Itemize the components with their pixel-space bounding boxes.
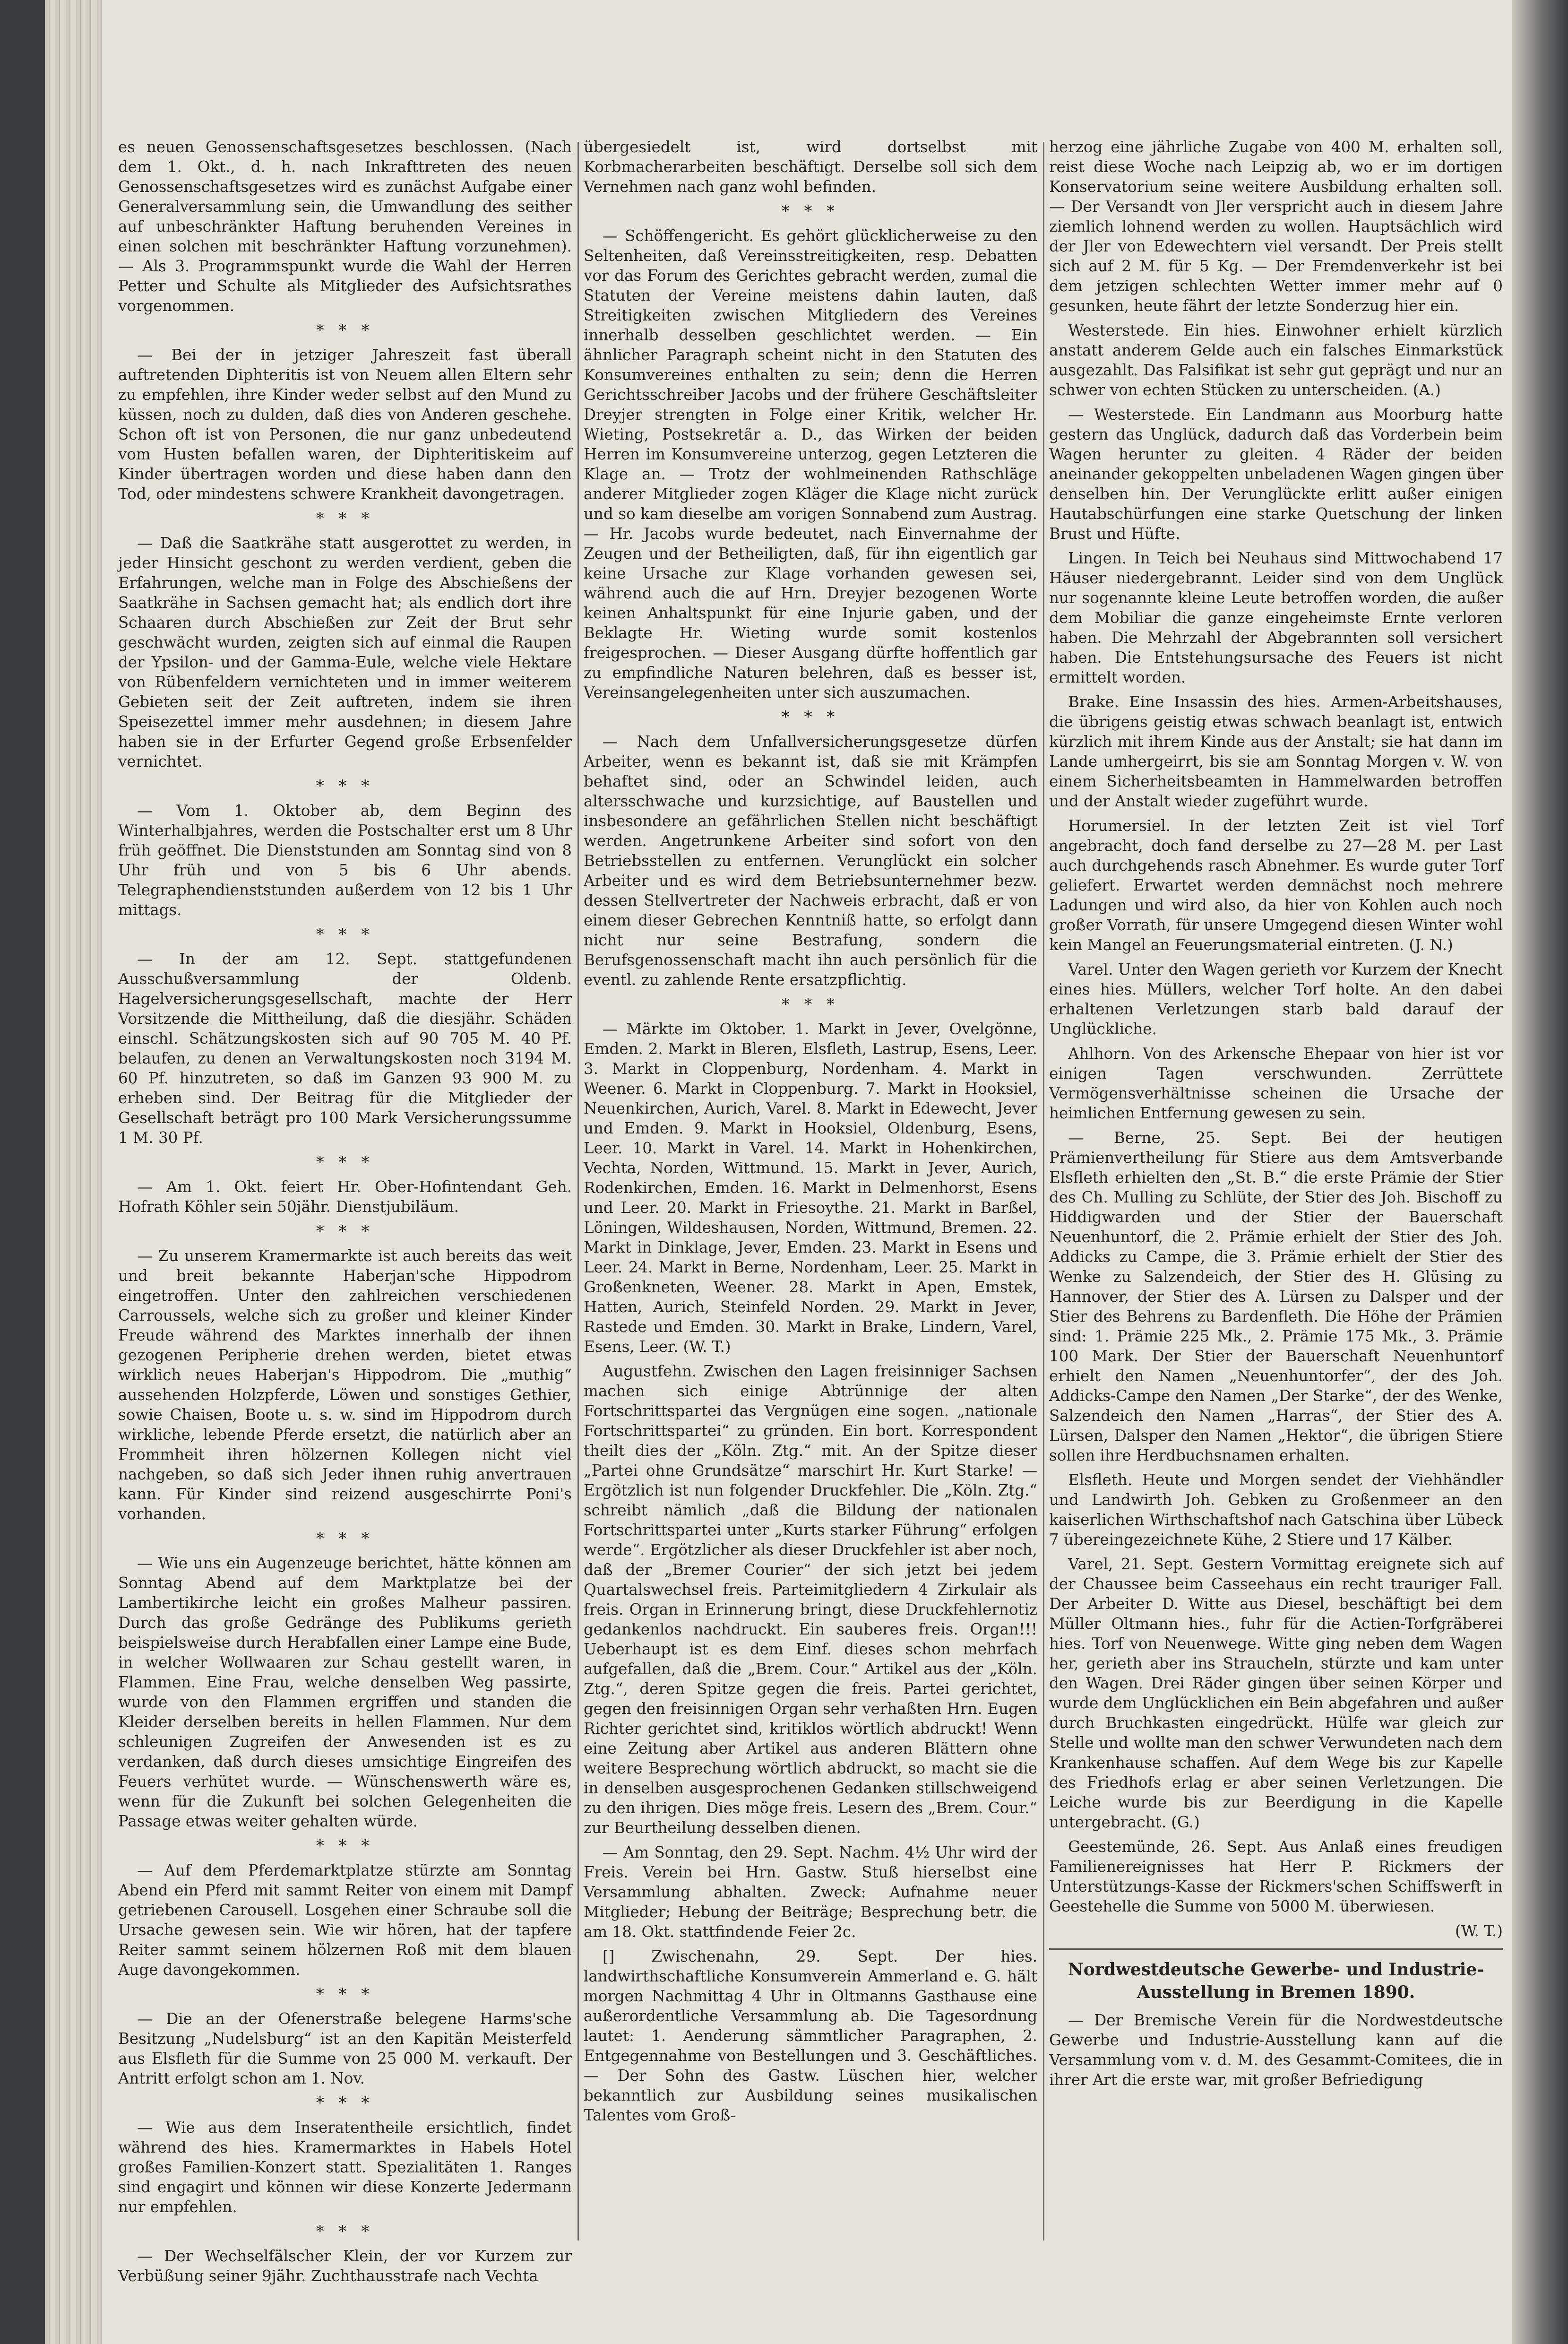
article-paragraph: Varel. Unter den Wagen gerieth vor Kurzem der Knecht eines hies. Müllers, welcher Torf holte. An den dabei erhaltenen Verletzungen starb bald darauf der Unglückliche.: [1049, 960, 1503, 1038]
article-paragraph: — Wie aus dem Inseratentheile ersichtlich, findet während des hies. Kramermarktes in Habels Hotel großes Familien-Konzert statt. Spezialitäten 1. Ranges sind engagirt und können wir diese Konzerte Jedermann nur empfehlen.: [118, 2119, 572, 2216]
column-rule-1: [577, 142, 579, 2240]
article-paragraph: Lingen. In Teich bei Neuhaus sind Mittwochabend 17 Häuser niedergebrannt. Leider sind von dem Unglück nur sogenannte kleine Leute betroffen worden, die außer dem Mobiliar die ganze eingeheimste Ernte verloren haben. Die Mehrzahl der Abgebrannten soll versichert haben. Die Entstehungsursache des Feuers ist nicht ermittelt worden.: [1049, 549, 1503, 686]
section-divider: [1049, 1948, 1503, 1950]
article-paragraph: — Die an der Ofenerstraße belegene Harms'sche Besitzung „Nudelsburg“ ist an den Kapitän Meisterfeld aus Elsfleth für die Summe von 25 000 M. verkauft. Der Antritt erfolgt schon am 1. Nov.: [118, 2010, 572, 2087]
asterism-separator: * * *: [781, 202, 840, 221]
article-source-signature: (W. T.): [1455, 1922, 1503, 1940]
column-1: [118, 137, 572, 2285]
article-paragraph: — Der Wechselfälscher Klein, der vor Kurzem zur Verbüßung seiner 9jähr. Zuchthausstrafe nach Vechta: [118, 2247, 572, 2285]
article-paragraph: Brake. Eine Insassin des hies. Armen-Arbeitshauses, die übrigens geistig etwas schwach beanlagt ist, entwich kürzlich mit ihrem Kinde aus der Anstalt; sie hat dann im Lande umhergeirrt, bis sie am Sonntag Morgen v. W. von einem Sicherheitsbeamten in Hammelwarden betroffen und der Anstalt wieder zugeführt wurde.: [1049, 693, 1503, 810]
article-paragraph: Horumersiel. In der letzten Zeit ist viel Torf angebracht, doch fand derselbe zu 27—28 M. per Last auch durchgehends rasch Abnehmer. Es wurde guter Torf geliefert. Erwartet werden demnächst noch mehrere Ladungen und wird also, da hier von Kohlen auch noch großer Vorrath, für unsere Umgegend diesen Winter wohl kein Mangel an Feuerungsmaterial eintreten. (J. N.): [1049, 817, 1503, 954]
article-paragraph: — Schöffengericht. Es gehört glücklicherweise zu den Seltenheiten, daß Vereinsstreitigkeiten, resp. Debatten vor das Forum des Gerichtes gebracht werden, zumal die Statuten der Vereine meistens dahin lauten, daß Streitigkeiten zwischen Mitgliedern des Vereines innerhalb desselben geschlichtet werden. — Ein ähnlicher Paragraph scheint nicht in den Statuten des Konsumvereines enthalten zu sein; denn die Herren Gerichtsschreiber Jacobs und der frühere Geschäftsleiter Dreyjer strengten in Folge einer Kritik, welcher Hr. Wieting, Postsekretär a. D., das Wirken der beiden Herren im Konsumvereine unterzog, gegen Letzteren die Klage an. — Trotz der wohlmeinenden Rathschläge anderer Mitglieder zogen Kläger die Klage nicht zurück und so kam dieselbe am vorigen Sonnabend zum Austrag. — Hr. Jacobs wurde bedeutet, nach Einvernahme der Zeugen und der Betheiligten, daß, für ihn eigentlich gar keine Ursache zur Klage vorhanden gewesen sei, während auch die auf Hrn. Dreyjer bezogenen Worte keinen Anhaltspunkt für eine Injurie gaben, und der Beklagte Hr. Wieting wurde somit kostenlos freigesprochen. — Dieser Ausgang dürfte hoffentlich gar zu empfindliche Naturen belehren, daß es besser ist, Vereinsangelegenheiten unter sich auszumachen.: [584, 227, 1037, 701]
asterism-separator: * * *: [316, 1836, 374, 1855]
column-rule-2: [1043, 142, 1044, 2240]
asterism-separator: * * *: [316, 1985, 374, 2004]
article-paragraph: Westerstede. Ein hies. Einwohner erhielt kürzlich anstatt anderem Gelde auch ein falsches Einmarkstück ausgezahlt. Das Falsifikat ist sehr gut geprägt und nur an schwer von echten Stücken zu unterscheiden. (A.): [1049, 321, 1503, 399]
section-headline: Nordwestdeutsche Gewerbe- und Industrie-Ausstellung in Bremen 1890.: [1068, 1960, 1484, 2002]
article-paragraph: Elsfleth. Heute und Morgen sendet der Viehhändler und Landwirth Joh. Gebken zu Großenmeer an den kaiserlichen Wirthschaftshof nach Gatschina über Lübeck 7 übereingezeichnete Kühe, 2 Stiere und 17 Kälber.: [1049, 1471, 1503, 1548]
asterism-separator: * * *: [781, 995, 840, 1014]
article-paragraph: Augustfehn. Zwischen den Lagen freisinniger Sachsen machen sich einige Abtrünnige der alten Fortschrittspartei das Vergnügen eine sogen. „nationale Fortschrittspartei“ zu gründen. Ein bort. Korrespondent theilt dies der „Köln. Ztg.“ mit. An der Spitze dieser „Partei ohne Grundsätze“ marschirt Hr. Kurt Starke! — Ergötzlich ist nun folgender Druckfehler. Die „Köln. Ztg.“ schreibt nämlich „daß die Bildung der nationalen Fortschrittspartei unter „Kurts starker Führung“ erfolgen werde“. Ergötzlicher als dieser Druckfehler ist aber noch, daß der „Bremer Courier“ der sich jetzt bei jedem Quartalswechsel freis. Parteimitgliedern 4 Zirkulair als freis. Organ in Erinnerung bringt, diese Druckfehlernotiz gedankenlos nachdruckt. Ein sauberes freis. Organ!!! Ueberhaupt ist es dem Einf. dieses schon mehrfach aufgefallen, daß die „Brem. Cour.“ Artikel aus der „Köln. Ztg.“, deren Spitze gegen die freis. Partei gerichtet, gegen den freisinnigen Organ sehr verhaßten Hrn. Eugen Richter gerichtet sind, kritiklos wörtlich abdruckt! Wenn eine Zeitung aber Artikel aus anderen Blättern ohne weitere Besprechung wörtlich abdruckt, so macht sie die in denselben ausgesprochenen Gedanken stillschweigend zu den ihrigen. Dies möge freis. Lesern des „Brem. Cour.“ zur Beurtheilung desselben dienen.: [584, 1362, 1037, 1837]
article-paragraph: — Nach dem Unfallversicherungsgesetze dürfen Arbeiter, wenn es bekannt ist, daß sie mit Krämpfen behaftet sind, oder an Schwindel leiden, auch altersschwache und kurzsichtige, auf Baustellen und insbesondere an gefährlichen Stellen nicht beschäftigt werden. Angetrunkene Arbeiter sind sofort von den Betriebsstellen zu entfernen. Verunglückt ein solcher Arbeiter und es wird dem Betriebsunternehmer bezw. dessen Stellvertreter der Nachweis erbracht, daß er von einem dieser Gebrechen Kenntniß hatte, so erfolgt dann nicht nur seine Bestrafung, sondern die Berufsgenossenschaft macht ihn auch persönlich für die eventl. zu zahlende Rente ersatzpflichtig.: [584, 733, 1037, 989]
article-paragraph: — Märkte im Oktober. 1. Markt in Jever, Ovelgönne, Emden. 2. Markt in Bleren, Elsfleth, Lastrup, Esens, Leer. 3. Markt in Cloppenburg, Nordenham. 4. Markt in Weener. 6. Markt in Cloppenburg. 7. Markt in Hooksiel, Neuenkirchen, Aurich, Varel. 8. Markt in Edewecht, Jever und Emden. 9. Markt in Hooksiel, Oldenburg, Esens, Leer. 10. Markt in Varel. 14. Markt in Hohenkirchen, Vechta, Norden, Wittmund. 15. Markt in Jever, Aurich, Rodenkirchen, Emden. 16. Markt in Delmenhorst, Esens und Leer. 20. Markt in Friesoythe. 21. Markt in Barßel, Löningen, Wildeshausen, Norden, Wittmund, Bremen. 22. Markt in Dinklage, Jever, Emden. 23. Markt in Esens und Leer. 24. Markt in Berne, Nordenham, Leer. 25. Markt in Großenkneten, Weener. 28. Markt in Apen, Emstek, Hatten, Aurich, Steinfeld Norden. 29. Markt in Jever, Rastede und Emden. 30. Markt in Brake, Lindern, Varel, Esens, Leer. (W. T.): [584, 1020, 1037, 1356]
article-paragraph: — Auf dem Pferdemarktplatze stürzte am Sonntag Abend ein Pferd mit sammt Reiter von einem mit Dampf getriebenen Carousell. Losgehen einer Schraube soll die Ursache gewesen sein. Wie wir hören, hat der tapfere Reiter sammt seinem hölzernen Roß mit dem blauen Auge davongekommen.: [118, 1861, 572, 1979]
article-paragraph: übergesiedelt ist, wird dortselbst mit Korbmacherarbeiten beschäftigt. Derselbe soll sich dem Vernehmen nach ganz wohl befinden.: [584, 138, 1037, 196]
newspaper-columns: [118, 137, 1503, 2311]
article-paragraph: — Am Sonntag, den 29. Sept. Nachm. 4½ Uhr wird der Freis. Verein bei Hrn. Gastw. Stuß hierselbst eine Versammlung abhalten. Zweck: Aufnahme neuer Mitglieder; Hebung der Beiträge; Besprechung betr. die am 18. Okt. stattfindende Feier 2c.: [584, 1843, 1037, 1941]
article-paragraph: — Wie uns ein Augenzeuge berichtet, hätte können am Sonntag Abend auf dem Marktplatze bei der Lambertikirche leicht ein großes Malheur passiren. Durch das große Gedränge des Publikums gerieth beispielsweise durch Herabfallen einer Lampe eine Bude, in welcher Wollwaaren zur Schau gestellt waren, in Flammen. Eine Frau, welche denselben Weg passirte, wurde von den Flammen ergriffen und standen die Kleider derselben bereits in hellen Flammen. Nur dem schleunigen Zugreifen der Anwesenden ist es zu verdanken, daß durch dieses umsichtige Eingreifen des Feuers verhütet wurde. — Wünschenswerth wäre es, wenn für die Zukunft bei solchen Gelegenheiten die Passage etwas weiter gehalten würde.: [118, 1554, 572, 1830]
article-paragraph: — Der Bremische Verein für die Nordwestdeutsche Gewerbe und Industrie-Ausstellung kann auf die Versammlung vom v. d. M. des Gesammt-Comitees, die in ihrer Art die erste war, mit großer Befriedigung: [1049, 2011, 1503, 2089]
article-paragraph: — Daß die Saatkrähe statt ausgerottet zu werden, in jeder Hinsicht geschont zu werden verdient, geben die Erfahrungen, welche man in Folge des Abschießens der Saatkrähe in Sachsen gemacht hat; als endlich dort ihre Schaaren durch Abschießen zur Zeit der Brut sehr geschwächt wurden, zeigten sich auf einmal die Raupen der Ypsilon- und der Gamma-Eule, welche viele Hektare von Rübenfeldern vernichteten und in immer weiterem Gebieten seit der Zeit auftreten, indem sie ihren Speisezettel immer mehr ausdehnen; in diesem Jahre haben sie in der Erfurter Gegend große Erbsenfelder vernichtet.: [118, 534, 572, 770]
asterism-separator: * * *: [316, 1153, 374, 1172]
article-paragraph: — Zu unserem Kramermarkte ist auch bereits das weit und breit bekannte Haberjan'sche Hippodrom eingetroffen. Unter den zahlreichen verschiedenen Carroussels, welche sich zu großer und kleiner Kinder Freude während des Marktes innerhalb der ihnen gezogenen Peripherie drehen werden, bietet etwas wirklich neues Haberjan's Hippodrom. Die „muthig“ aussehenden Holzpferde, Löwen und sonstiges Gethier, sowie Chaisen, Boote u. s. w. sind im Hippodrom durch wirkliche, lebende Pferde ersetzt, die natürlich aber an Frommheit ihren hölzernen Kollegen nicht viel nachgeben, so daß sich Jeder ihnen ruhig anvertrauen kann. Für Kinder sind reizend ausgeschirrte Poni's vorhanden.: [118, 1247, 572, 1523]
article-paragraph: — Bei der in jetziger Jahreszeit fast überall auftretenden Diphteritis ist von Neuem allen Eltern sehr zu empfehlen, ihre Kinder weder selbst auf den Mund zu küssen, noch zu dulden, daß dies von Anderen geschehe. Schon oft ist von Personen, die nur ganz unbedeutend vom Husten befallen waren, der Diphteritiskeim auf Kinder übertragen worden und diese haben dann den Tod, oder mindestens schwere Krankheit davongetragen.: [118, 346, 572, 503]
article-paragraph: es neuen Genossenschaftsgesetzes beschlossen. (Nach dem 1. Okt., d. h. nach Inkrafttreten des neuen Genossenschaftsgesetzes wird es zunächst Aufgabe einer Generalversammlung sein, die Umwandlung des seither auf unbeschränkter Haftung beruhenden Vereines in einen solchen mit beschränkter Haftung vorzunehmen). — Als 3. Programmspunkt wurde die Wahl der Herren Petter und Schulte als Mitglieder des Aufsichtsrathes vorgenommen.: [118, 138, 572, 315]
asterism-separator: * * *: [316, 509, 374, 528]
asterism-separator: * * *: [316, 2222, 374, 2241]
page-edges-left: [45, 0, 102, 2344]
asterism-separator: * * *: [316, 1222, 374, 1241]
asterism-separator: * * *: [316, 777, 374, 796]
article-paragraph: — In der am 12. Sept. stattgefundenen Ausschußversammlung der Oldenb. Hagelversicherungsgesellschaft, machte der Herr Vorsitzende die Mittheilung, daß die diesjähr. Schäden einschl. Schätzungskosten sich auf 90 705 M. 40 Pf. belaufen, zu denen an Verwaltungskosten noch 3194 M. 60 Pf. hinzutreten, so daß im Ganzen 93 900 M. zu erheben sind. Der Beitrag für die Mitglieder der Gesellschaft beträgt pro 100 Mark Versicherungssumme 1 M. 30 Pf.: [118, 950, 572, 1147]
asterism-separator: * * *: [316, 2093, 374, 2112]
article-paragraph: — Vom 1. Oktober ab, dem Beginn des Winterhalbjahres, werden die Postschalter erst um 8 Uhr früh geöffnet. Die Dienststunden am Sonntag sind von 8 Uhr früh und von 5 bis 6 Uhr abends. Telegraphendienststunden außerdem von 12 bis 1 Uhr mittags.: [118, 802, 572, 919]
column-3: [1049, 137, 1503, 2245]
article-paragraph: Geestemünde, 26. Sept. Aus Anlaß eines freudigen Familienereignisses hat Herr P. Rickmers der Unterstützungs-Kasse der Rickmers'schen Schiffswerft in Geestehelle die Summe von 5000 M. überwiesen.: [1049, 1838, 1503, 1915]
book-spine-shadow: [1512, 0, 1568, 2344]
article-paragraph: — Am 1. Okt. feiert Hr. Ober-Hofintendant Geh. Hofrath Köhler sein 50jähr. Dienstjubiläum.: [118, 1178, 572, 1216]
column-2: [584, 137, 1037, 2245]
asterism-separator: * * *: [316, 321, 374, 340]
article-paragraph: herzog eine jährliche Zugabe von 400 M. erhalten soll, reist diese Woche nach Leipzig ab, wo er im dortigen Konservatorium seine weitere Ausbildung erhalten soll. — Der Versandt von Jler verspricht auch in diesem Jahre ziemlich lohnend werden zu wollen. Hauptsächlich wird der Jler von Edewechtern viel versandt. Der Preis stellt sich auf 2 M. für 5 Kg. — Der Fremdenverkehr ist bei dem jetzigen schlechten Wetter immer mehr auf 0 gesunken, heute fährt der letzte Sonderzug hier ein.: [1049, 138, 1503, 315]
article-paragraph: — Westerstede. Ein Landmann aus Moorburg hatte gestern das Unglück, dadurch daß das Vorderbein beim Wagen herunter zu gleiten. 4 Räder der beiden aneinander gekoppelten unbeladenen Wagen gingen über denselben hin. Der Verunglückte erlitt außer einigen Hautabschürfungen eine starke Quetschung der linken Brust und Hüfte.: [1049, 406, 1503, 543]
article-paragraph: — Berne, 25. Sept. Bei der heutigen Prämienvertheilung für Stiere aus dem Amtsverbande Elsfleth erhielten den „St. B.“ die erste Prämie der Stier des Ch. Mulling zu Schlüte, der Stier des Joh. Bischoff zu Hiddigwarden und der Stier der Bauerschaft Neuenhuntorf, die 2. Prämie erhielt der Stier des Joh. Addicks zu Campe, die 3. Prämie erhielt der Stier des Wenke zu Salzendeich, der Stier des H. Glüsing zu Hannover, der Stier des A. Lürsen zu Dalsper und der Stier des Behrens zu Bardenfleth. Die Höhe der Prämien sind: 1. Prämie 225 Mk., 2. Prämie 175 Mk., 3. Prämie 100 Mark. Der Stier der Bauerschaft Neuenhuntorf erhielt den Namen „Neuenhuntorfer“, der des Joh. Addicks-Campe den Namen „Der Starke“, der des Wenke, Salzendeich den Namen „Harras“, der Stier des A. Lürsen, Dalsper den Namen „Hektor“, die übrigen Stiere sollen ihre Herdbuchsnamen erhalten.: [1049, 1129, 1503, 1464]
asterism-separator: * * *: [316, 925, 374, 944]
asterism-separator: * * *: [781, 708, 840, 727]
asterism-separator: * * *: [316, 1529, 374, 1548]
article-paragraph: Varel, 21. Sept. Gestern Vormittag ereignete sich auf der Chaussee beim Casseehaus ein recht trauriger Fall. Der Arbeiter D. Witte aus Diesel, beschäftigt bei dem Müller Oltmann hies., fuhr für die Actien-Torfgräberei hies. Torf von Neuenwege. Witte ging neben dem Wagen her, gerieth aber ins Straucheln, stürzte und kam unter den Wagen. Drei Räder gingen über seinen Körper und wurde dem Unglücklichen ein Bein abgefahren und außer durch Bruchkasten eingedrückt. Hülfe war gleich zur Stelle und wollte man den schwer Verwundeten nach dem Krankenhause schaffen. Auf dem Wege bis zur Kapelle des Friedhofs erlag er aber seinen Verletzungen. Die Leiche wurde bis zur Beerdigung in die Kapelle untergebracht. (G.): [1049, 1555, 1503, 1831]
article-paragraph: Ahlhorn. Von des Arkensche Ehepaar von hier ist vor einigen Tagen verschwunden. Zerrüttete Vermögensverhältnisse scheinen die Ursache der heimlichen Entfernung gewesen zu sein.: [1049, 1045, 1503, 1122]
article-paragraph: [] Zwischenahn, 29. Sept. Der hies. landwirthschaftliche Konsumverein Ammerland e. G. hält morgen Nachmittag 4 Uhr in Oltmanns Gasthause eine außerordentliche Versammlung ab. Die Tagesordnung lautet: 1. Aenderung sämmtlicher Paragraphen, 2. Entgegennahme von Bestellungen und 3. Geschäftliches. — Der Sohn des Gastw. Lüschen hier, welcher bekanntlich zur Ausbildung seines musikalischen Talentes vom Groß-: [584, 1947, 1037, 2124]
